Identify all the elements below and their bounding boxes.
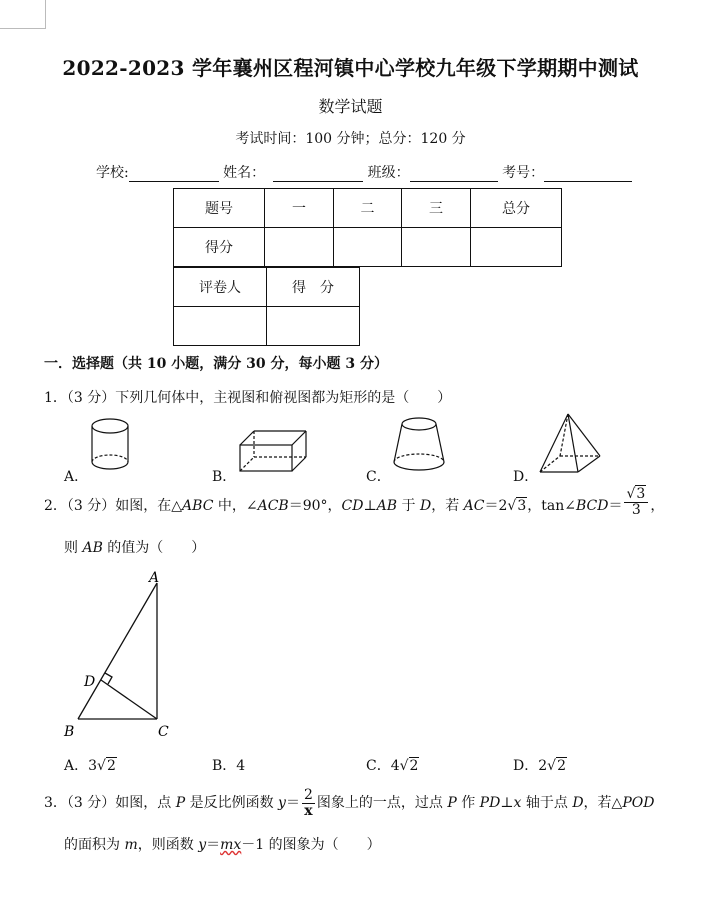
q2-text-part: 则 [64,540,83,556]
right-angle-marker [105,673,112,684]
score-row-label: 得分 [174,228,265,267]
q3-text-part: 3．（3 分）如图，点 [44,795,176,812]
label-a: A [149,570,160,586]
q3-text-part: y [278,795,286,812]
segment-cd [101,680,157,719]
q2-text-part: BCD [575,498,609,515]
question-2-text [44,486,665,521]
q3-text-part: 的面积为 [64,837,125,853]
grader-header-row [174,268,360,307]
q3-text-part: 轴于点 [521,795,573,812]
q2-text-part: ACB [257,498,289,515]
q3-text-part: ，若△ [583,795,623,812]
number-blank[interactable] [544,165,632,182]
q2-text-part: ＝ [608,498,623,515]
q2-text-part: 2．（3 分）如图，在△ [44,498,183,515]
q2-option-label: A．3 [64,758,98,774]
q2-option-label: B．4 [212,758,246,774]
q2-text-part: 3 [517,498,527,515]
q1-option-d[interactable]: D． [513,469,539,485]
question-1-text: 1．（3 分）下列几何体中，主视图和俯视图都为矩形的是（ ） [44,390,452,406]
q2-option-radicand: 2 [557,758,566,774]
exam-time-info: 考试时间：100 分钟；总分：120 分 [235,131,466,147]
q2-text-part: ，若 [431,498,464,515]
class-label: 班级： [367,165,410,181]
cuboid-icon [240,431,306,471]
score-header-cell: 题号 [174,189,265,228]
grader-cell[interactable] [267,307,360,346]
q2-text-part: AB [82,540,103,556]
q3-text-part: P [175,795,186,812]
q2-option-radicand: 2 [409,758,419,774]
q2-option-d[interactable] [513,755,567,775]
q2-text-part: AC [463,498,485,515]
q2-option-b[interactable] [212,755,245,775]
q3-text-part: 图象上的一点，过点 [316,795,448,812]
school-label: 学校: [96,165,129,181]
school-blank[interactable] [129,165,219,182]
q3-text-part: －1 的图象为（ ） [241,837,381,853]
student-info-fields [96,162,632,182]
q3-text-part: y [198,837,207,853]
q3-text-part: ＝ [206,837,221,853]
label-d: D [84,674,96,690]
name-label: 姓名： [223,165,266,181]
label-b: B [64,724,75,740]
q2-text-part: 3 [631,501,641,518]
sqrt-icon: √ [547,758,557,774]
grader-table [173,267,360,346]
score-cell[interactable] [402,228,471,267]
q2-text-part: 的值为（ ） [102,540,206,556]
q2-text-part: ⊥ [363,498,377,515]
score-table [173,188,562,267]
q2-text-part: ABC [182,498,214,515]
q3-text-part: ，则函数 [137,837,199,853]
q3-text-part: x [304,802,313,819]
q3-fraction [302,788,315,818]
cylinder-icon [92,419,128,469]
q2-option-radicand: 2 [106,758,116,774]
score-table-score-row [174,228,562,267]
q3-text-part: POD [622,795,655,812]
pyramid-icon [540,414,600,472]
sqrt-icon: √ [97,758,106,774]
frustum-icon [394,418,444,470]
q2-option-label: D．2 [513,758,548,774]
q3-text-part: D [572,795,584,812]
name-blank[interactable] [273,165,363,182]
grader-header-cell: 得 分 [267,268,360,307]
score-header-cell: 总分 [471,189,562,228]
q2-text-part: 3 [636,486,646,502]
class-blank[interactable] [410,165,498,182]
score-header-cell: 一 [265,189,334,228]
q2-text-part: 中，∠ [213,498,258,515]
q3-text-part: 2 [303,787,313,803]
q2-text-part: ， [650,498,665,515]
grader-cell[interactable] [174,307,267,346]
q2-text-part: ＝90°， [288,498,342,515]
section-heading-choice: 一．选择题（共 10 小题，满分 30 分，每小题 3 分） [44,356,388,372]
label-c: C [158,724,169,740]
q3-text-part: 作 [456,795,480,812]
segment-ab [78,583,157,719]
q2-text-part: 于 [397,498,420,515]
page-corner-mark [0,0,46,29]
number-label: 考号： [502,165,545,181]
q3-text-part: x [513,795,522,812]
sqrt-icon: √ [399,758,409,774]
q3-text-part: mx [220,837,242,853]
q2-fraction [624,487,648,517]
score-header-cell: 二 [334,189,402,228]
q3-text-part: m [124,837,138,853]
q2-option-c[interactable] [366,755,419,775]
question-2-triangle-figure [60,566,190,746]
q1-option-c[interactable]: C． [366,469,391,485]
q2-text-part: D [419,498,432,515]
exam-subtitle: 数学试题 [318,97,383,116]
q3-text-part: 是反比例函数 [185,795,279,812]
q2-option-a[interactable] [64,755,117,775]
score-table-header-row [174,189,562,228]
q3-text-part: P [447,795,457,812]
grader-header-cell: 评卷人 [174,268,267,307]
score-header-cell: 三 [402,189,471,228]
exam-title: 2022-2023 学年襄州区程河镇中心学校九年级下学期期中测试 [62,56,639,80]
score-cell[interactable] [471,228,562,267]
q2-text-part: CD [341,498,364,515]
score-cell[interactable] [265,228,334,267]
sqrt-icon: √ [626,486,636,502]
question-3-text [44,788,654,818]
grader-input-row [174,307,360,346]
q3-text-part: PD [479,795,501,812]
question-2-line2 [64,537,205,557]
question-3-line2 [64,834,381,854]
q1-option-b[interactable]: B． [212,469,237,485]
q2-text-part: AB [376,498,398,515]
q3-text-part: ⊥ [500,795,514,812]
q2-option-label: C．4 [366,758,400,774]
score-cell[interactable] [334,228,402,267]
sqrt-icon: √ [507,498,517,515]
q3-text-part: ＝ [285,795,300,812]
q1-option-a[interactable]: A． [64,469,89,485]
q2-text-part: ，tan∠ [527,498,576,515]
q2-text-part: ＝2 [484,498,508,515]
